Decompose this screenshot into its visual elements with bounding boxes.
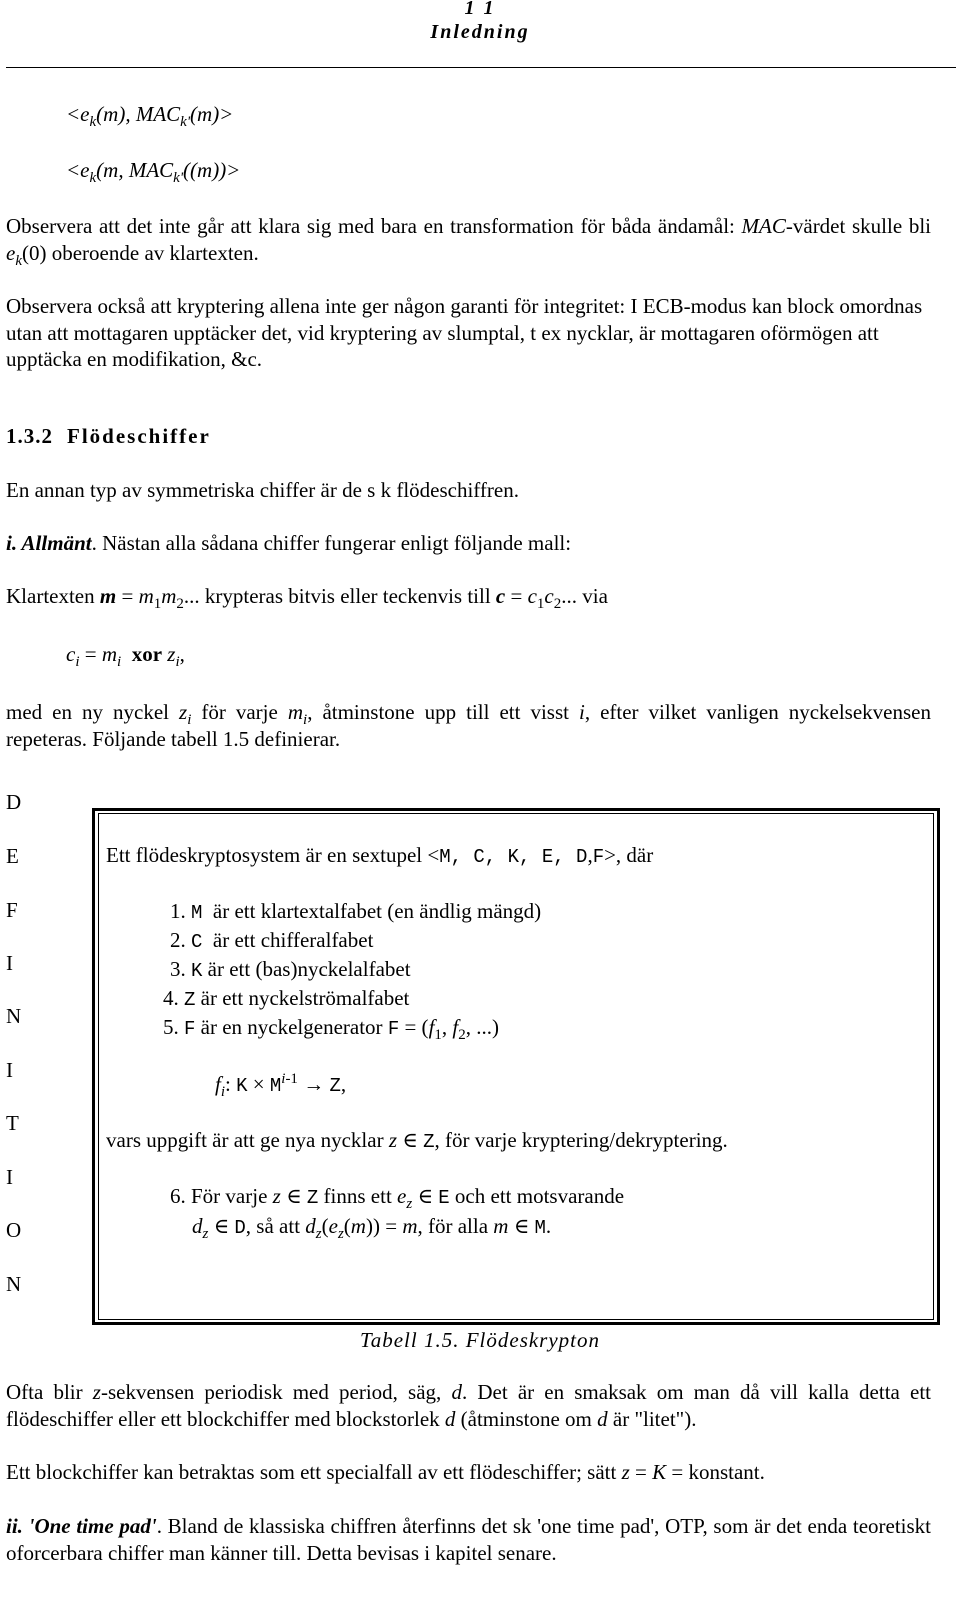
table-caption: Tabell 1.5. Flödeskrypton bbox=[359, 1328, 601, 1352]
header-rule bbox=[6, 67, 956, 68]
definition-item-3: 3. K är ett (bas)nyckelalfabet bbox=[170, 957, 411, 982]
definition-item-6-line1: 6. För varje z ∈ Z finns ett $e_z$ ∈ E och ett motsvarande bbox=[170, 1184, 625, 1212]
paragraph-otp: ii. 'One time pad'. Bland de klassiska chiffren återfinns det sk 'one time pad', OTP, som är det enda teoretiskt oforcerbara chiffer man känner till. Detta bevisas i kapitel senare. bbox=[6, 1514, 931, 1565]
side-letter: T bbox=[6, 1111, 19, 1135]
section-heading: 1.3.2 Flödeschiffer bbox=[6, 424, 211, 448]
formula-encrypt-then-mac: $<e_k(m)$, $MAC_{k'}(m)>$ bbox=[66, 102, 234, 130]
definition-item-6-line2: $d_z$ ∈ D, så att $d_z(e_z(m)) = m$, för alla m ∈ M. bbox=[192, 1214, 552, 1242]
formula-xor: $c_i = m_i$ xor $z_i$, bbox=[66, 642, 185, 670]
paragraph-intro: En annan typ av symmetriska chiffer är de s k flödeschiffren. bbox=[6, 478, 519, 502]
paragraph-integrity: Observera också att kryptering allena inte ger någon garanti för integritet: I ECB-modus kan block omordnas utan att mottagaren upptäcker det, vid kryptering av slumptal, t ex nycklar, är mottagaren oförmögen att upptäcka en modifikation, &c. bbox=[6, 294, 923, 372]
definition-item-2: 2. C är ett chifferalfabet bbox=[170, 928, 374, 953]
side-letter: F bbox=[6, 898, 18, 922]
page-number: 1 1 bbox=[464, 0, 496, 19]
formula-mac-then-encrypt: $<e_k(m$, $MAC_{k'}((m))>$ bbox=[66, 158, 241, 186]
paragraph-blockchiffer: Ett blockchiffer kan betraktas som ett specialfall av ett flödeschiffer; sätt z = K = konstant. bbox=[6, 1460, 765, 1484]
definition-intro: Ett flödeskryptosystem är en sextupel <M, C, K, E, D,F>, där bbox=[106, 843, 654, 868]
paragraph-klartext: Klartexten $m = m_1m_2$... krypteras bitvis eller teckenvis till $c = c_1c_2$... via bbox=[6, 584, 608, 612]
definition-box-inner bbox=[98, 813, 934, 1320]
paragraph-transformation: Observera att det inte går att klara sig med bara en transformation för båda ändamål: MAC-värdet skulle bli $e_k(0)$ oberoende av klartexten. bbox=[6, 214, 932, 269]
definition-item-1: 1. M är ett klartextalfabet (en ändlig mängd) bbox=[170, 899, 542, 924]
chapter-title: Inledning bbox=[430, 21, 530, 43]
paragraph-nyckel: med en ny nyckel $z_i$ för varje $m_i$, åtminstone upp till ett visst i, efter vilket vanligen nyckelsekvensen repeteras. Följande tabell 1.5 definierar. bbox=[6, 700, 931, 751]
side-letter: E bbox=[6, 844, 19, 868]
side-letter: I bbox=[6, 1165, 13, 1189]
side-letter: I bbox=[6, 1058, 13, 1082]
paragraph-periodic: Ofta blir z-sekvensen periodisk med period, säg, d. Det är en smaksak om man då vill kalla detta ett flödeschiffer eller ett blockchiffer med blockstorlek d (åtminstone om d är "litet"). bbox=[6, 1380, 931, 1431]
definition-item-5: 5. F är en nyckelgenerator $F = (f_1$, $f_2$, ...) bbox=[163, 1015, 499, 1043]
side-letter: I bbox=[6, 951, 13, 975]
side-letter: D bbox=[6, 790, 22, 814]
side-letter: O bbox=[6, 1218, 22, 1242]
side-letter: N bbox=[6, 1272, 22, 1296]
generator-function: $f_i$: $K \times M^{i-1} \to Z$, bbox=[215, 1071, 347, 1100]
definition-item-4: 4. Z är ett nyckelströmalfabet bbox=[163, 986, 410, 1011]
side-letter: N bbox=[6, 1004, 22, 1028]
paragraph-allmant: i. Allmänt. Nästan alla sådana chiffer fungerar enligt följande mall: bbox=[6, 531, 572, 555]
generator-purpose: vars uppgift är att ge nya nycklar z ∈ Z, för varje kryptering/dekryptering. bbox=[106, 1128, 728, 1153]
